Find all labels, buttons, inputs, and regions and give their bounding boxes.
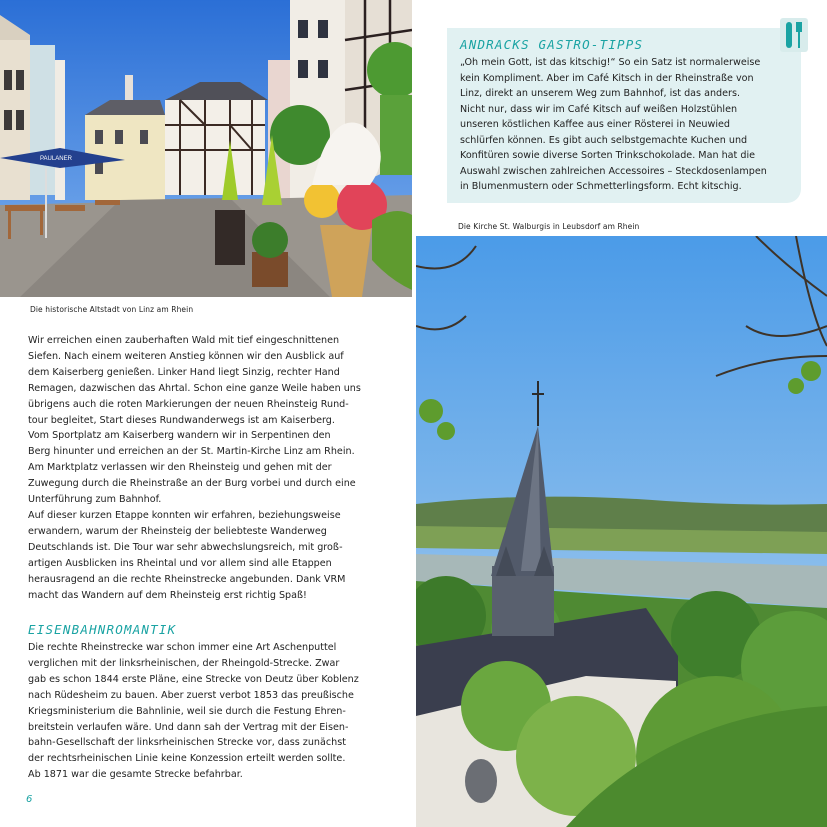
church-illustration xyxy=(416,236,827,827)
body-line: erwandern, warum der Rheinsteig der beliebteste Wanderweg xyxy=(28,525,327,537)
body-line: Am Marktplatz verlassen wir den Rheinsteig und gehen mit der xyxy=(28,462,332,474)
main-body-text xyxy=(28,333,380,603)
section-line: verglichen mit der linksrheinischen, der Rheingold-Strecke. Zwar xyxy=(28,657,340,669)
section-body-text xyxy=(28,640,380,783)
section-line: Die rechte Rheinstrecke war schon immer eine Art Aschenputtel xyxy=(28,642,337,653)
photo-linz-old-town xyxy=(0,0,412,297)
body-line: herausragend an die rechte Rheinstrecke angebunden. Dank VRM xyxy=(28,573,346,585)
section-line: bahn-Gesellschaft der linksrheinischen Strecke vor, dass zunächst xyxy=(28,737,346,749)
body-line: macht das Wandern auf dem Rheinsteig erst richtig Spaß! xyxy=(28,589,307,601)
section-line: Kriegsministerium die Bahnlinie, weil sie durch die Festung Ehren- xyxy=(28,705,346,717)
section-line: nach Rüdesheim zu bauen. Aber zuerst verbot 1853 das preußische xyxy=(28,689,354,701)
section-line: breitstein verlaufen wäre. Und dann sah der Vertrag mit der Eisen- xyxy=(28,721,349,733)
tip-line: „Oh mein Gott, ist das kitschig!“ So ein Satz ist normalerweise xyxy=(460,57,761,68)
tip-line: kein Kompliment. Aber im Café Kitsch in der Rheinstraße von xyxy=(460,72,754,84)
parasol-text: PAULANER xyxy=(40,156,72,162)
body-line: Unterführung zum Bahnhof. xyxy=(28,494,162,506)
tip-line: Nicht nur, dass wir im Café Kitsch auf weißen Holzstühlen xyxy=(460,103,738,115)
left-photo-caption: Die historische Altstadt von Linz am Rhein xyxy=(30,305,194,314)
body-line: Berg hinunter und erreichen an der St. Martin-Kirche Linz am Rhein. xyxy=(28,446,355,458)
gastro-tips-title: ANDRACKS GASTRO-TIPPS xyxy=(460,37,644,52)
tip-line: unseren köstlichen Kaffee aus einer Rösterei in Neuwied xyxy=(460,119,730,130)
section-line: der rechtsrheinischen Linie keine Konzession erteilt werden sollte. xyxy=(28,753,346,765)
body-line: Vom Sportplatz am Kaiserberg wandern wir in Serpentinen den xyxy=(28,430,331,442)
body-line: Siefen. Nach einem weiteren Anstieg können wir den Ausblick auf xyxy=(28,350,344,362)
section-line: Ab 1871 war die gesamte Strecke befahrbar. xyxy=(28,769,243,781)
section-heading: EISENBAHNROMANTIK xyxy=(28,622,177,637)
body-line: Remagen, dazwischen das Ahrtal. Schon eine ganze Weile haben uns xyxy=(28,382,361,394)
tip-line: in Blumenmustern oder Schmetterlingsform. Echt kitschig. xyxy=(460,181,742,192)
tip-line: Linz, direkt an unserem Weg zum Bahnhof, ist das anders. xyxy=(460,88,741,99)
body-line: Deutschlands ist. Die Tour war sehr abwechslungsreich, mit groß- xyxy=(28,541,343,553)
body-line: übrigens auch die roten Markierungen der neuen Rheinsteig Rund- xyxy=(28,398,349,410)
section-line: gab es schon 1844 erste Pläne, eine Strecke von Deutz über Koblenz xyxy=(28,673,359,685)
old-town-illustration xyxy=(0,0,412,297)
tip-line: Konfitüren sowie diverse Sorten Trinkschokolade. Man hat die xyxy=(460,150,756,161)
tip-line: Auswahl zwischen zahlreichen Accessoires – Steckdosenlampen xyxy=(460,165,767,177)
body-line: Wir erreichen einen zauberhaften Wald mit tief eingeschnittenen xyxy=(28,335,340,346)
body-line: Zuwegung durch die Rheinstraße an der Burg vorbei und durch eine xyxy=(28,478,356,490)
body-line: artigen Ausblicken ins Rheintal und vor allem sind alle Etappen xyxy=(28,557,332,569)
body-line: dem Kaiserberg genießen. Linker Hand liegt Sinzig, rechter Hand xyxy=(28,366,340,378)
body-line: tour begleitet, Start dieses Rundwanderwegs ist am Kaiserberg. xyxy=(28,414,335,426)
body-line: Auf dieser kurzen Etappe konnten wir erfahren, beziehungsweise xyxy=(28,509,341,521)
page-number: 6 xyxy=(26,794,33,805)
tip-line: schlürfen können. Es gibt auch selbstgemachte Kuchen und xyxy=(460,134,748,146)
right-photo-caption: Die Kirche St. Walburgis in Leubsdorf am Rhein xyxy=(458,222,640,231)
fork-knife-icon xyxy=(780,18,808,52)
photo-church-st-walburgis xyxy=(416,236,827,827)
gastro-tips-text xyxy=(460,55,792,195)
